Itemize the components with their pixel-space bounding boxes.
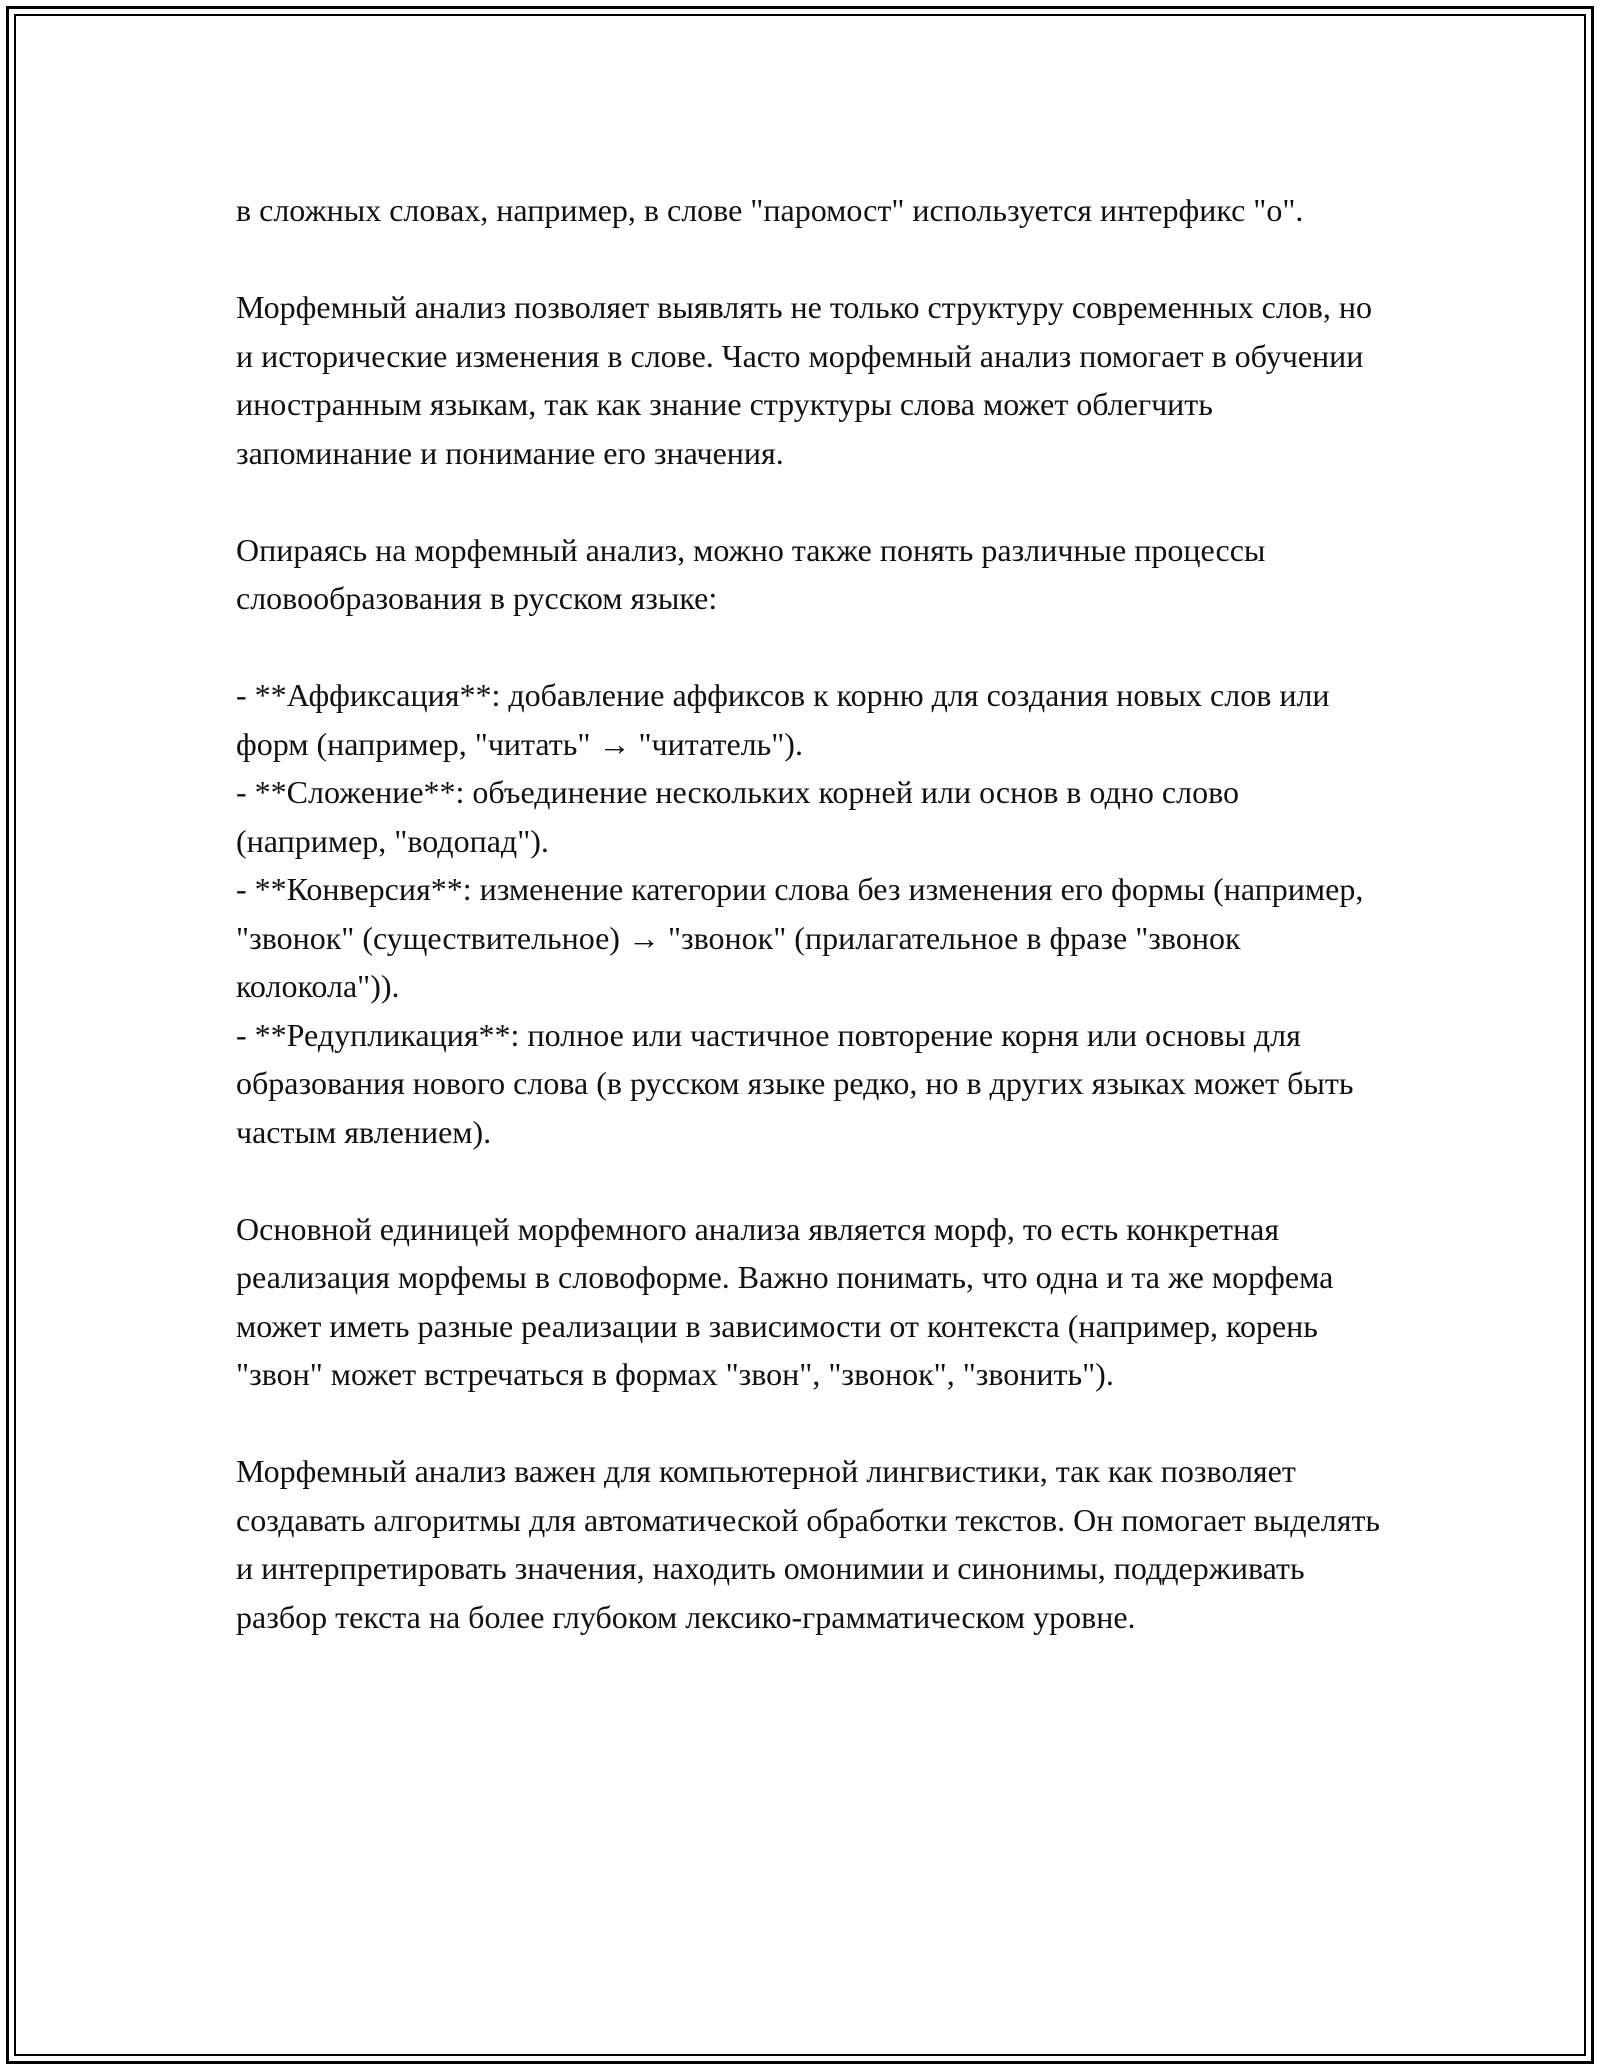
paragraph-morphemic-analysis: Морфемный анализ позволяет выявлять не только структуру современных слов, но и исторические изменения в слове. Часто морфемный анализ помогает в обучении иностранным языкам, так как знание структуры слова может облегчить запоминание и понимание его значения. [236, 289, 1373, 471]
list-item-conversion: - **Конверсия**: изменение категории слова без изменения его формы (например, "звонок" (существительное) → "звонок" (прилагательное в фразе "звонок колокола")). [236, 871, 1364, 1004]
paragraph-computational-linguistics: Морфемный анализ важен для компьютерной лингвистики, так как позволяет создавать алгоритмы для автоматической обработки текстов. Он помогает выделять и интерпретировать значения, находить омонимии и синонимы, поддерживать разбор текста на более глубоком лексико-грамматическом уровне. [236, 1453, 1381, 1635]
list-item-reduplication: - **Редупликация**: полное или частичное повторение корня или основы для образования нового слова (в русском языке редко, но в других языках может быть частым явлением). [236, 1016, 1354, 1150]
paragraph-word-formation-intro: Опираясь на морфемный анализ, можно также понять различные процессы словообразования в русском языке: [236, 531, 1266, 616]
paragraph-interfix: в сложных словах, например, в слове "паромост" используется интерфикс "о". [236, 192, 1304, 228]
word-formation-list [236, 671, 1396, 1156]
list-item-affixation: - **Аффиксация**: добавление аффиксов к корню для создания новых слов или форм (например, "читать" → "читатель"). [236, 677, 1330, 762]
paragraph-morph-unit: Основной единицей морфемного анализа является морф, то есть конкретная реализация морфемы в словоформе. Важно понимать, что одна и та же морфема может иметь разные реализации в зависимости от контекста (например, корень "звон" может встречаться в формах "звон", "звонок", "звонить"). [236, 1210, 1334, 1392]
list-item-compounding: - **Сложение**: объединение нескольких корней или основ в одно слово (например, "водопад"). [236, 774, 1239, 859]
document-body [236, 186, 1396, 1690]
